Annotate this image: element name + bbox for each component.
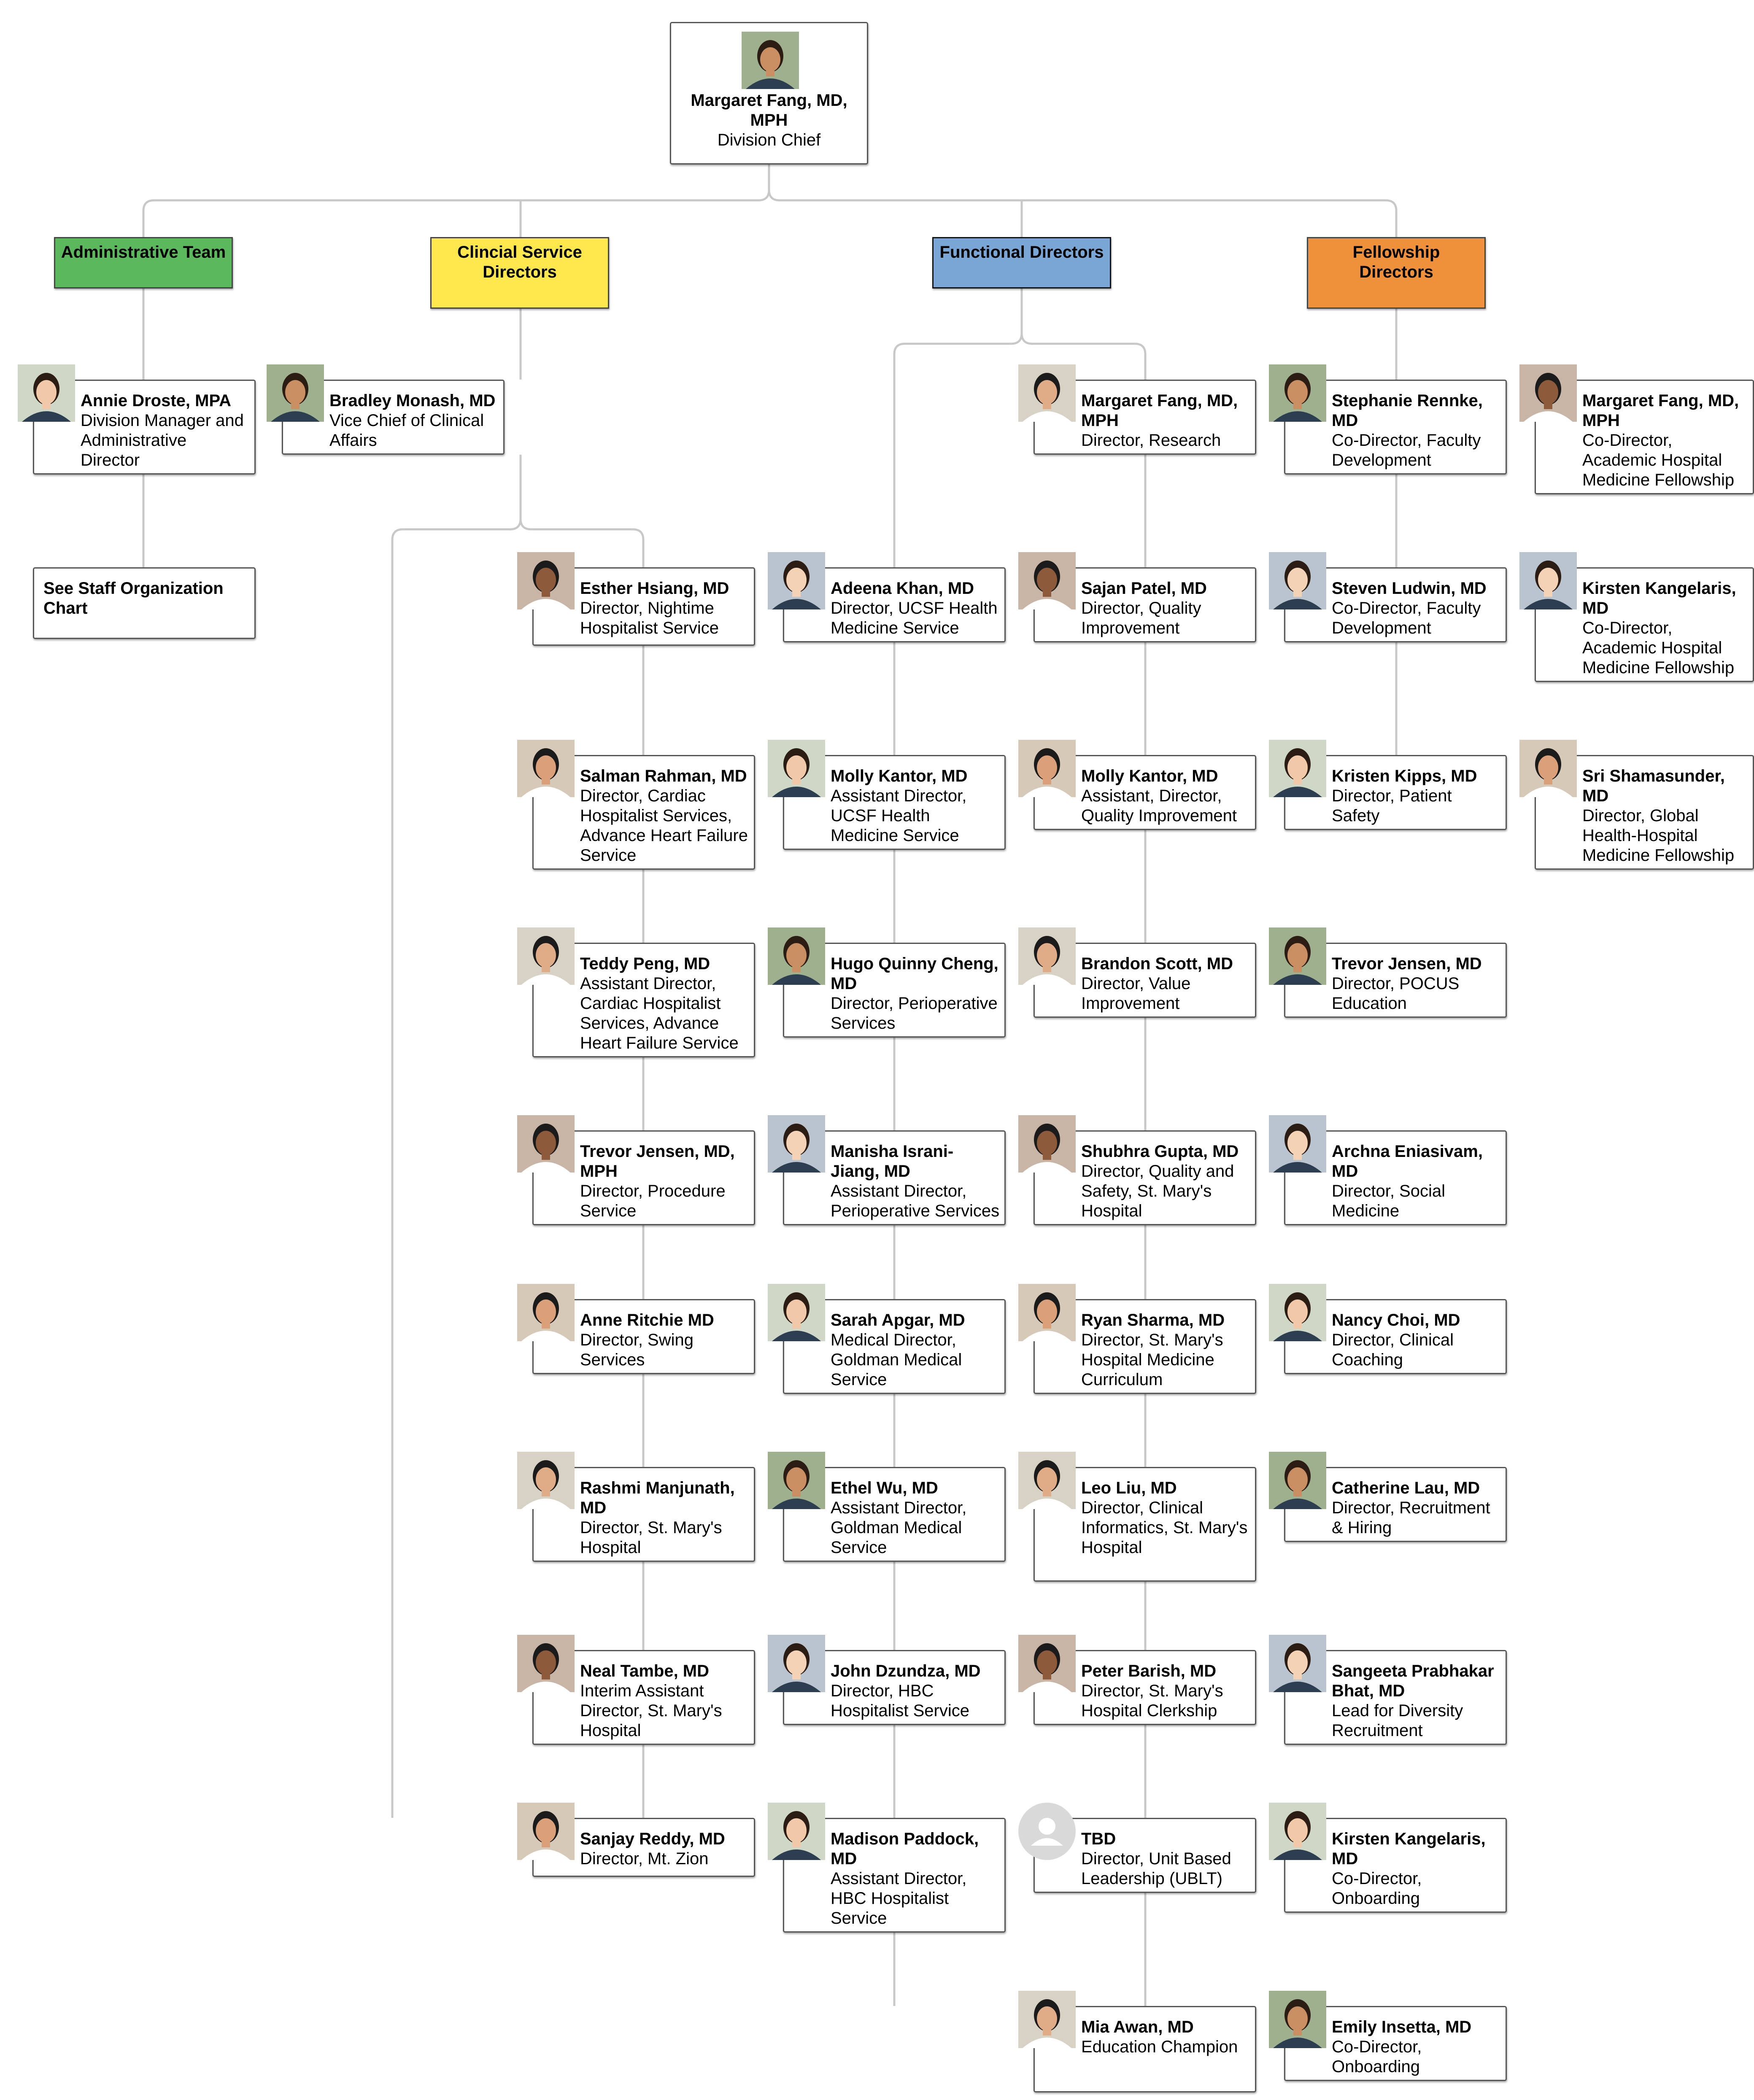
person-title: Education Champion	[1081, 2038, 1238, 2056]
person-title: Director, Social Medicine	[1332, 1182, 1445, 1220]
person-title: Director, Unit Based Leadership (UBLT)	[1081, 1849, 1231, 1888]
person-name: Rashmi Manjunath, MD	[580, 1479, 735, 1517]
avatar	[18, 364, 75, 422]
avatar	[1018, 1803, 1076, 1860]
header-clinical-service-directors[interactable]	[430, 237, 609, 309]
avatar	[1269, 364, 1326, 422]
person-name: Trevor Jensen, MD, MPH	[580, 1142, 735, 1181]
person-name: Sarah Apgar, MD	[831, 1311, 965, 1329]
card-text	[831, 1829, 1000, 1928]
person-name: See Staff Organization Chart	[43, 579, 224, 617]
card-text	[43, 579, 250, 618]
person-title: Co-Director, Faculty Development	[1332, 599, 1481, 637]
person-title: Division Manager and Administrative Director	[81, 411, 244, 469]
person-name: Manisha Israni-Jiang, MD	[831, 1142, 954, 1181]
avatar	[1269, 1115, 1326, 1173]
person-title: Director, Swing Services	[580, 1331, 694, 1369]
card-text	[1332, 391, 1501, 470]
card-text	[1081, 1310, 1251, 1390]
avatar	[1269, 1284, 1326, 1341]
avatar	[1018, 1635, 1076, 1692]
header-label: Fellowship Directors	[1352, 243, 1440, 281]
person-name: Steven Ludwin, MD	[1332, 579, 1487, 598]
root-card[interactable]	[670, 22, 868, 164]
person-title: Director, St. Mary's Hospital	[580, 1518, 722, 1557]
avatar	[517, 1635, 575, 1692]
person-name: Hugo Quinny Cheng, MD	[831, 954, 998, 993]
person-title: Co-Director, Academic Hospital Medicine Fellowship	[1582, 619, 1735, 677]
card-text	[831, 954, 1000, 1033]
person-name: Teddy Peng, MD	[580, 954, 710, 973]
person-name: Archna Eniasivam, MD	[1332, 1142, 1483, 1181]
avatar	[768, 1115, 825, 1173]
person-title: Director, St. Mary's Hospital Clerkship	[1081, 1682, 1223, 1720]
avatar	[517, 927, 575, 985]
person-title: Assistant Director, Cardiac Hospitalist Services, Advance Heart Failure Service	[580, 974, 739, 1052]
card-text	[1332, 2017, 1501, 2077]
avatar	[1269, 1803, 1326, 1860]
person-title: Assistant Director, HBC Hospitalist Service	[831, 1869, 967, 1927]
card-text	[1582, 766, 1749, 865]
person-name: Ethel Wu, MD	[831, 1479, 938, 1497]
avatar	[517, 1284, 575, 1341]
person-name: Catherine Lau, MD	[1332, 1479, 1480, 1497]
avatar	[267, 364, 324, 422]
avatar	[768, 740, 825, 797]
card-text	[580, 954, 750, 1053]
person-title: Director, St. Mary's Hospital Medicine Curriculum	[1081, 1331, 1223, 1389]
person-title: Director, Cardiac Hospitalist Services, Advance Heart Failure Service	[580, 787, 748, 865]
person-title: Director, Research	[1081, 431, 1221, 450]
avatar	[517, 552, 575, 609]
person-title: Interim Assistant Director, St. Mary's Hospital	[580, 1682, 722, 1740]
avatar	[517, 1803, 575, 1860]
person-title: Director, Quality and Safety, St. Mary's Hospital	[1081, 1162, 1234, 1220]
person-title: Director, Mt. Zion	[580, 1849, 709, 1868]
person-title: Co-Director, Onboarding	[1332, 2038, 1422, 2076]
avatar	[768, 552, 825, 609]
avatar	[1018, 740, 1076, 797]
card-text	[329, 391, 499, 450]
card-text	[580, 1829, 750, 1869]
person-title: Director, Nightime Hospitalist Service	[580, 599, 719, 637]
person-name: Madison Paddock, MD	[831, 1830, 979, 1868]
person-name: Molly Kantor, MD	[831, 767, 968, 785]
card-text	[1332, 1661, 1501, 1741]
person-name: Sangeeta Prabhakar Bhat, MD	[1332, 1662, 1494, 1700]
card-text	[831, 579, 1000, 638]
avatar	[1519, 740, 1577, 797]
avatar	[517, 1452, 575, 1509]
person-name: Salman Rahman, MD	[580, 767, 747, 785]
person-name: Kirsten Kangelaris, MD	[1332, 1830, 1486, 1868]
card-text	[831, 1478, 1000, 1558]
person-name: Sri Shamasunder, MD	[1582, 767, 1725, 805]
card-text	[1081, 766, 1251, 826]
card-text	[1081, 2017, 1251, 2057]
card-text	[580, 579, 750, 638]
card-text	[81, 391, 250, 470]
connector	[143, 164, 769, 237]
person-name: Stephanie Rennke, MD	[1332, 391, 1483, 430]
person-name: Anne Ritchie MD	[580, 1311, 714, 1329]
avatar	[1269, 1635, 1326, 1692]
avatar	[1018, 552, 1076, 609]
person-title: Director, Value Improvement	[1081, 974, 1191, 1013]
card-text	[1081, 1142, 1251, 1221]
person-title: Director, Clinical Informatics, St. Mary's Hospital	[1081, 1499, 1248, 1557]
avatar	[768, 1635, 825, 1692]
card-text	[580, 1142, 750, 1221]
person-name: John Dzundza, MD	[831, 1662, 981, 1680]
person-title: Division Chief	[717, 131, 821, 149]
card-text	[1582, 579, 1749, 678]
header-functional-directors[interactable]	[932, 237, 1111, 288]
person-name: Brandon Scott, MD	[1081, 954, 1233, 973]
person-name: Bradley Monash, MD	[329, 391, 496, 410]
avatar	[1018, 1115, 1076, 1173]
card-text	[580, 1310, 750, 1370]
card-text	[1332, 579, 1501, 638]
person-name: Sajan Patel, MD	[1081, 579, 1207, 598]
avatar	[1269, 1991, 1326, 2048]
person-name: Sanjay Reddy, MD	[580, 1830, 725, 1848]
card-text	[580, 1661, 750, 1741]
card-text	[1332, 1310, 1501, 1370]
person-name: TBD	[1081, 1830, 1116, 1848]
connector	[392, 455, 521, 1818]
person-name: Emily Insetta, MD	[1332, 2018, 1472, 2036]
avatar	[1018, 927, 1076, 985]
card-text	[1081, 1829, 1251, 1889]
person-title: Director, HBC Hospitalist Service	[831, 1682, 970, 1720]
person-title: Co-Director, Academic Hospital Medicine Fellowship	[1582, 431, 1735, 489]
person-name: Nancy Choi, MD	[1332, 1311, 1460, 1329]
person-title: Director, UCSF Health Medicine Service	[831, 599, 998, 637]
person-name: Kristen Kipps, MD	[1332, 767, 1477, 785]
avatar	[1269, 1452, 1326, 1509]
person-title: Co-Director, Faculty Development	[1332, 431, 1481, 469]
avatar	[1269, 740, 1326, 797]
person-name: Kirsten Kangelaris, MD	[1582, 579, 1736, 617]
avatar	[1269, 552, 1326, 609]
avatar	[1018, 1284, 1076, 1341]
person-title: Assistant Director, Perioperative Services	[831, 1182, 1000, 1220]
person-name: Margaret Fang, MD, MPH	[1582, 391, 1739, 430]
card-text	[1332, 1142, 1501, 1221]
person-title: Vice Chief of Clinical Affairs	[329, 411, 484, 450]
avatar	[768, 1803, 825, 1860]
person-title: Director, Patient Safety	[1332, 787, 1452, 825]
person-name: Shubhra Gupta, MD	[1081, 1142, 1239, 1161]
person-name: Ryan Sharma, MD	[1081, 1311, 1225, 1329]
header-fellowship-directors[interactable]	[1307, 237, 1486, 309]
person-name: Molly Kantor, MD	[1081, 767, 1218, 785]
avatar	[1018, 364, 1076, 422]
card-text	[580, 1478, 750, 1558]
card-text	[1332, 1829, 1501, 1909]
card-text	[831, 1310, 1000, 1390]
root-text	[671, 91, 867, 150]
avatar	[1519, 364, 1577, 422]
person-name: Adeena Khan, MD	[831, 579, 974, 598]
card-text	[1081, 1478, 1251, 1558]
person-name: Margaret Fang, MD, MPH	[691, 91, 847, 129]
person-name: Mia Awan, MD	[1081, 2018, 1194, 2036]
avatar	[517, 1115, 575, 1173]
avatar	[768, 1284, 825, 1341]
header-label: Clincial Service Directors	[457, 243, 582, 281]
person-title: Assistant, Director, Quality Improvement	[1081, 787, 1237, 825]
avatar	[768, 927, 825, 985]
person-card-staff[interactable]	[33, 567, 256, 639]
person-title: Director, Quality Improvement	[1081, 599, 1201, 637]
card-text	[1081, 579, 1251, 638]
avatar	[1018, 1452, 1076, 1509]
person-title: Medical Director, Goldman Medical Service	[831, 1331, 962, 1389]
person-title: Director, POCUS Education	[1332, 974, 1460, 1013]
person-title: Assistant Director, Goldman Medical Service	[831, 1499, 967, 1557]
avatar	[768, 1452, 825, 1509]
card-text	[1332, 954, 1501, 1014]
person-name: Peter Barish, MD	[1081, 1662, 1217, 1680]
card-text	[1081, 954, 1251, 1014]
person-title: Lead for Diversity Recruitment	[1332, 1701, 1463, 1740]
person-title: Director, Perioperative Services	[831, 994, 998, 1032]
person-name: Annie Droste, MPA	[81, 391, 232, 410]
header-label: Administrative Team	[61, 243, 226, 261]
person-title: Director, Procedure Service	[580, 1182, 726, 1220]
person-name: Leo Liu, MD	[1081, 1479, 1177, 1497]
card-text	[1332, 766, 1501, 826]
person-title: Co-Director, Onboarding	[1332, 1869, 1422, 1908]
header-administrative-team[interactable]	[54, 237, 233, 288]
card-text	[580, 766, 750, 865]
header-label: Functional Directors	[939, 243, 1104, 261]
avatar	[1519, 552, 1577, 609]
avatar	[742, 32, 799, 89]
person-name: Esther Hsiang, MD	[580, 579, 729, 598]
avatar	[1018, 1991, 1076, 2048]
person-title: Director, Clinical Coaching	[1332, 1331, 1454, 1369]
person-title: Director, Global Health-Hospital Medicine Fellowship	[1582, 806, 1735, 865]
avatar	[1269, 927, 1326, 985]
connector	[769, 190, 1396, 237]
card-text	[831, 1661, 1000, 1721]
card-text	[831, 1142, 1000, 1221]
card-text	[1582, 391, 1749, 490]
card-text	[1081, 391, 1251, 450]
card-text	[1081, 1661, 1251, 1721]
card-text	[831, 766, 1000, 846]
person-name: Neal Tambe, MD	[580, 1662, 709, 1680]
card-text	[1332, 1478, 1501, 1538]
person-title: Assistant Director, UCSF Health Medicine Service	[831, 787, 967, 845]
person-name: Trevor Jensen, MD	[1332, 954, 1482, 973]
person-title: Director, Recruitment & Hiring	[1332, 1499, 1490, 1537]
avatar	[517, 740, 575, 797]
person-name: Margaret Fang, MD, MPH	[1081, 391, 1238, 430]
